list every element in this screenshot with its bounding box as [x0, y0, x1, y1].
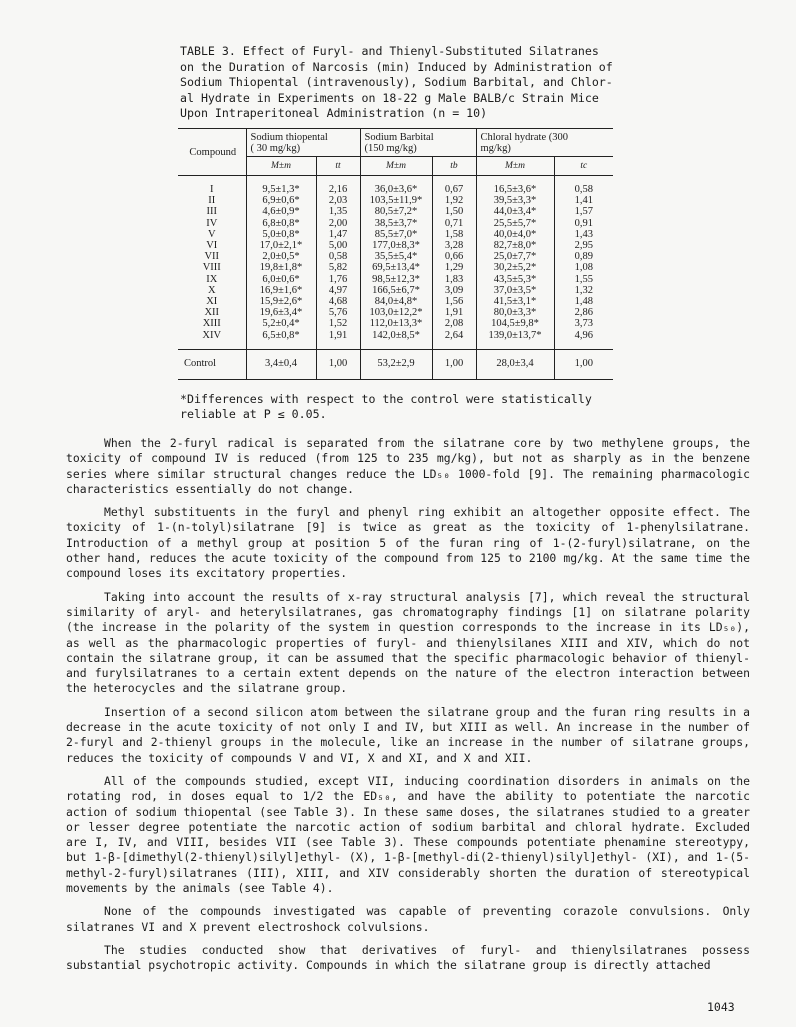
table-cell: 40,0±4,0* [476, 229, 554, 240]
table-cell: 36,0±3,6* [360, 176, 432, 196]
table-cell: 1,52 [316, 318, 360, 329]
subheader-t: tb [432, 157, 476, 176]
paragraph: Insertion of a second silicon atom between the silatrane group and the furan ring results in a decrease in the acute toxicity of not only I and IV, but XIII as well. An increase in the number of 2-furyl and 2-thienyl groups in the molecule, like an increase in the number of silatrane groups, reduces the toxicity of compounds V and VI, X and XI, and X and XII. [66, 704, 750, 765]
table-cell: 1,56 [432, 296, 476, 307]
table-cell: 3,4±0,4 [246, 349, 316, 379]
table-cell: 4,96 [554, 330, 613, 350]
paragraph: All of the compounds studied, except VII, inducing coordination disorders in animals on the rotating rod, in doses equal to 1/2 the ED₅₀, and have the ability to potentiate the narcotic action of sodium thiopental (see Table 3). In these same doses, the silatranes studied to a greater or lesser degree potentiate the narcotic action of sodium barbital and chloral hydrate. Excluded are I, IV, and VIII, besides VII (see Table 3). These compounds potentiate phenamine stereotypy, but 1-β-[dimethyl(2-thienyl)silyl]ethyl- (X), 1-β-[methyl-di(2-thienyl)silyl]ethyl- (XI), and 1-(5-methyl-2-furyl)silatranes (III), XIII, and XIV considerably shorten the duration of stereotypical movements by the animals (see Table 4). [66, 773, 750, 896]
table-cell: 166,5±6,7* [360, 285, 432, 296]
table-cell: 69,5±13,4* [360, 262, 432, 273]
compound-cell: XI [206, 296, 218, 308]
table-cell: 15,9±2,6* [246, 296, 316, 307]
table-cell: 17,0±2,1* [246, 240, 316, 251]
data-table [178, 128, 613, 380]
table-cell: 1,00 [432, 349, 476, 379]
paragraph: Taking into account the results of x-ray structural analysis [7], which reveal the structural similarity of aryl- and heterylsilatranes, gas chromatography findings [1] on silatrane polarity (the increase in the polarity of the system in question corresponds to the increase in its LD₅₀), as well as the pharmacologic properties of furyl- and thienylsilanes XIII and XIV, which do not contain the silatrane group, it can be assumed that the specific pharmacologic behavior of thienyl- and furylsilatranes to a certain extent depends on the nature of the electron interaction between the heterocycles and the silatrane group. [66, 589, 750, 696]
table-cell: 9,5±1,3* [246, 176, 316, 196]
subheader-mean: M±m [476, 157, 554, 176]
table-cell: 39,5±3,3* [476, 195, 554, 206]
table-row [178, 330, 613, 350]
table-cell: 4,6±0,9* [246, 206, 316, 217]
table-cell: 0,66 [432, 251, 476, 262]
table-footnote: *Differences with respect to the control were statistically reliable at P ≤ 0.05. [180, 392, 592, 421]
table-cell: 6,9±0,6* [246, 195, 316, 206]
compound-cell: VII [204, 251, 220, 263]
table-cell: 1,91 [316, 330, 360, 350]
compound-cell: XIII [202, 318, 221, 330]
table-cell: 177,0±8,3* [360, 240, 432, 251]
table-cell: 4,68 [316, 296, 360, 307]
table-cell: 2,00 [316, 218, 360, 229]
table-cell: 0,67 [432, 176, 476, 196]
table-row [178, 195, 613, 206]
paragraph: None of the compounds investigated was capable of preventing corazole convulsions. Only silatranes VI and X prevent electroshock colvulsions. [66, 904, 750, 934]
table-cell: 1,48 [554, 296, 613, 307]
table-cell: 1,47 [316, 229, 360, 240]
page-number: 1043 [707, 1000, 735, 1014]
table-cell: 19,6±3,4* [246, 307, 316, 318]
table-cell: 80,0±3,3* [476, 307, 554, 318]
paragraph: The studies conducted show that derivatives of furyl- and thienylsilatranes possess substantial psychotropic activity. Compounds in which the silatrane group is directly attached [66, 942, 750, 973]
group-header-chloral: Chloral hydrate (300 mg/kg) [476, 129, 613, 157]
table-row [178, 251, 613, 262]
table-cell: 0,58 [554, 176, 613, 196]
table-cell: 1,76 [316, 274, 360, 285]
table-cell: 5,00 [316, 240, 360, 251]
compound-cell: I [210, 184, 214, 195]
table-cell: 25,0±7,7* [476, 251, 554, 262]
table-cell: 98,5±12,3* [360, 274, 432, 285]
table-cell: 3,73 [554, 318, 613, 329]
control-row [178, 349, 613, 379]
compound-cell: XIV [202, 329, 222, 341]
table-row [178, 176, 613, 196]
table-cell: 16,9±1,6* [246, 285, 316, 296]
table-cell: 6,0±0,6* [246, 274, 316, 285]
table-cell: 82,7±8,0* [476, 240, 554, 251]
compound-cell: X [207, 284, 216, 296]
table-row [178, 218, 613, 229]
table-cell: 28,0±3,4 [476, 349, 554, 379]
table-cell: 1,83 [432, 274, 476, 285]
table-cell: 25,5±5,7* [476, 218, 554, 229]
table-cell: 1,92 [432, 195, 476, 206]
table-cell: 84,0±4,8* [360, 296, 432, 307]
table-cell: 104,5±9,8* [476, 318, 554, 329]
subheader-t: tt [316, 157, 360, 176]
table-cell: 38,5±3,7* [360, 218, 432, 229]
table-row [178, 240, 613, 251]
table-cell: 0,71 [432, 218, 476, 229]
compound-cell: V [207, 228, 216, 240]
table-cell: 6,5±0,8* [246, 330, 316, 350]
group-header-barbital: Sodium Barbital (150 mg/kg) [360, 129, 476, 157]
table-cell: 5,82 [316, 262, 360, 273]
table-cell: 2,03 [316, 195, 360, 206]
table-cell: 37,0±3,5* [476, 285, 554, 296]
table-row [178, 262, 613, 273]
table-cell: 0,91 [554, 218, 613, 229]
table-cell: 5,0±0,8* [246, 229, 316, 240]
table-cell: 142,0±8,5* [360, 330, 432, 350]
table-cell: 1,08 [554, 262, 613, 273]
table-row [178, 307, 613, 318]
table-cell: 6,8±0,8* [246, 218, 316, 229]
table-cell: 139,0±13,7* [476, 330, 554, 350]
table-cell: 103,0±12,2* [360, 307, 432, 318]
table-row [178, 229, 613, 240]
body-text [66, 436, 750, 982]
table-cell: 44,0±3,4* [476, 206, 554, 217]
table-cell: 4,97 [316, 285, 360, 296]
table-cell: 3,09 [432, 285, 476, 296]
table-cell: 16,5±3,6* [476, 176, 554, 196]
table-cell: 112,0±13,3* [360, 318, 432, 329]
subheader-mean: M±m [360, 157, 432, 176]
table-cell: 85,5±7,0* [360, 229, 432, 240]
table-cell: 0,89 [554, 251, 613, 262]
compound-header: Compound [178, 129, 246, 176]
table-cell: 1,57 [554, 206, 613, 217]
compound-cell: II [208, 195, 216, 207]
table-cell: 1,00 [316, 349, 360, 379]
compound-cell: IX [206, 273, 218, 285]
table-cell: 53,2±2,9 [360, 349, 432, 379]
table-cell: 80,5±7,2* [360, 206, 432, 217]
table-cell: 103,5±11,9* [360, 195, 432, 206]
table-row [178, 296, 613, 307]
table-cell: 19,8±1,8* [246, 262, 316, 273]
compound-cell: VI [206, 240, 218, 252]
table-cell: 1,29 [432, 262, 476, 273]
table-cell: 1,35 [316, 206, 360, 217]
table-cell: 5,76 [316, 307, 360, 318]
table-cell: 5,2±0,4* [246, 318, 316, 329]
table-cell: 2,86 [554, 307, 613, 318]
table-cell: 1,55 [554, 274, 613, 285]
table-cell: Control [178, 349, 246, 379]
group-header-thiopental: Sodium thiopental ( 30 mg/kg) [246, 129, 360, 157]
table-cell: 43,5±5,3* [476, 274, 554, 285]
compound-cell: III [206, 206, 217, 218]
compound-cell: XII [204, 307, 220, 319]
table-cell: 41,5±3,1* [476, 296, 554, 307]
table-cell: 1,41 [554, 195, 613, 206]
subheader-t: tc [554, 157, 613, 176]
paragraph: Methyl substituents in the furyl and phenyl ring exhibit an altogether opposite effect. The toxicity of 1-(n-tolyl)silatrane [9] is twice as great as the toxicity of 1-phenylsilatrane. Introduction of a methyl group at position 5 of the furan ring of 1-(2-furyl)silatrane, on the other hand, reduces the acute toxicity of the compound from 125 to 2100 mg/kg. At the same time the compound loses its excitatory properties. [66, 505, 750, 581]
table-cell: 3,28 [432, 240, 476, 251]
subheader-mean: M±m [246, 157, 316, 176]
table-cell: 2,95 [554, 240, 613, 251]
compound-cell: IV [206, 217, 218, 229]
table-cell: 2,0±0,5* [246, 251, 316, 262]
table-cell: 1,50 [432, 206, 476, 217]
table-cell: 2,08 [432, 318, 476, 329]
table-row [178, 274, 613, 285]
table-cell: 35,5±5,4* [360, 251, 432, 262]
table-row [178, 318, 613, 329]
table-cell: 2,64 [432, 330, 476, 350]
table-cell: 0,58 [316, 251, 360, 262]
paragraph: When the 2-furyl radical is separated from the silatrane core by two methylene groups, the toxicity of compound IV is reduced (from 125 to 235 mg/kg), but not as sharply as in the benzene series where similar structural changes reduce the LD₅₀ 1000-fold [9]. The remaining pharmacologic characteristics essentially do not change. [66, 436, 750, 496]
table-caption: TABLE 3. Effect of Furyl- and Thienyl-Substituted Silatranes on the Duration of Narcosis (min) Induced by Administration of Sodium Thiopental (intravenously), Sodium Barbital, and Chlor- al Hydrate in Experiments on 18-22 g Male BALB/c Strain Mice Upon Intraperitoneal Administration (n = 10) [180, 44, 613, 121]
table-cell: 1,58 [432, 229, 476, 240]
table-cell: 30,2±5,2* [476, 262, 554, 273]
table-row [178, 285, 613, 296]
table-cell: 1,91 [432, 307, 476, 318]
table-cell: 2,16 [316, 176, 360, 196]
table-cell: 1,00 [554, 349, 613, 379]
table-cell: 1,43 [554, 229, 613, 240]
table-row [178, 206, 613, 217]
compound-cell: VIII [202, 262, 221, 274]
table-cell: 1,32 [554, 285, 613, 296]
